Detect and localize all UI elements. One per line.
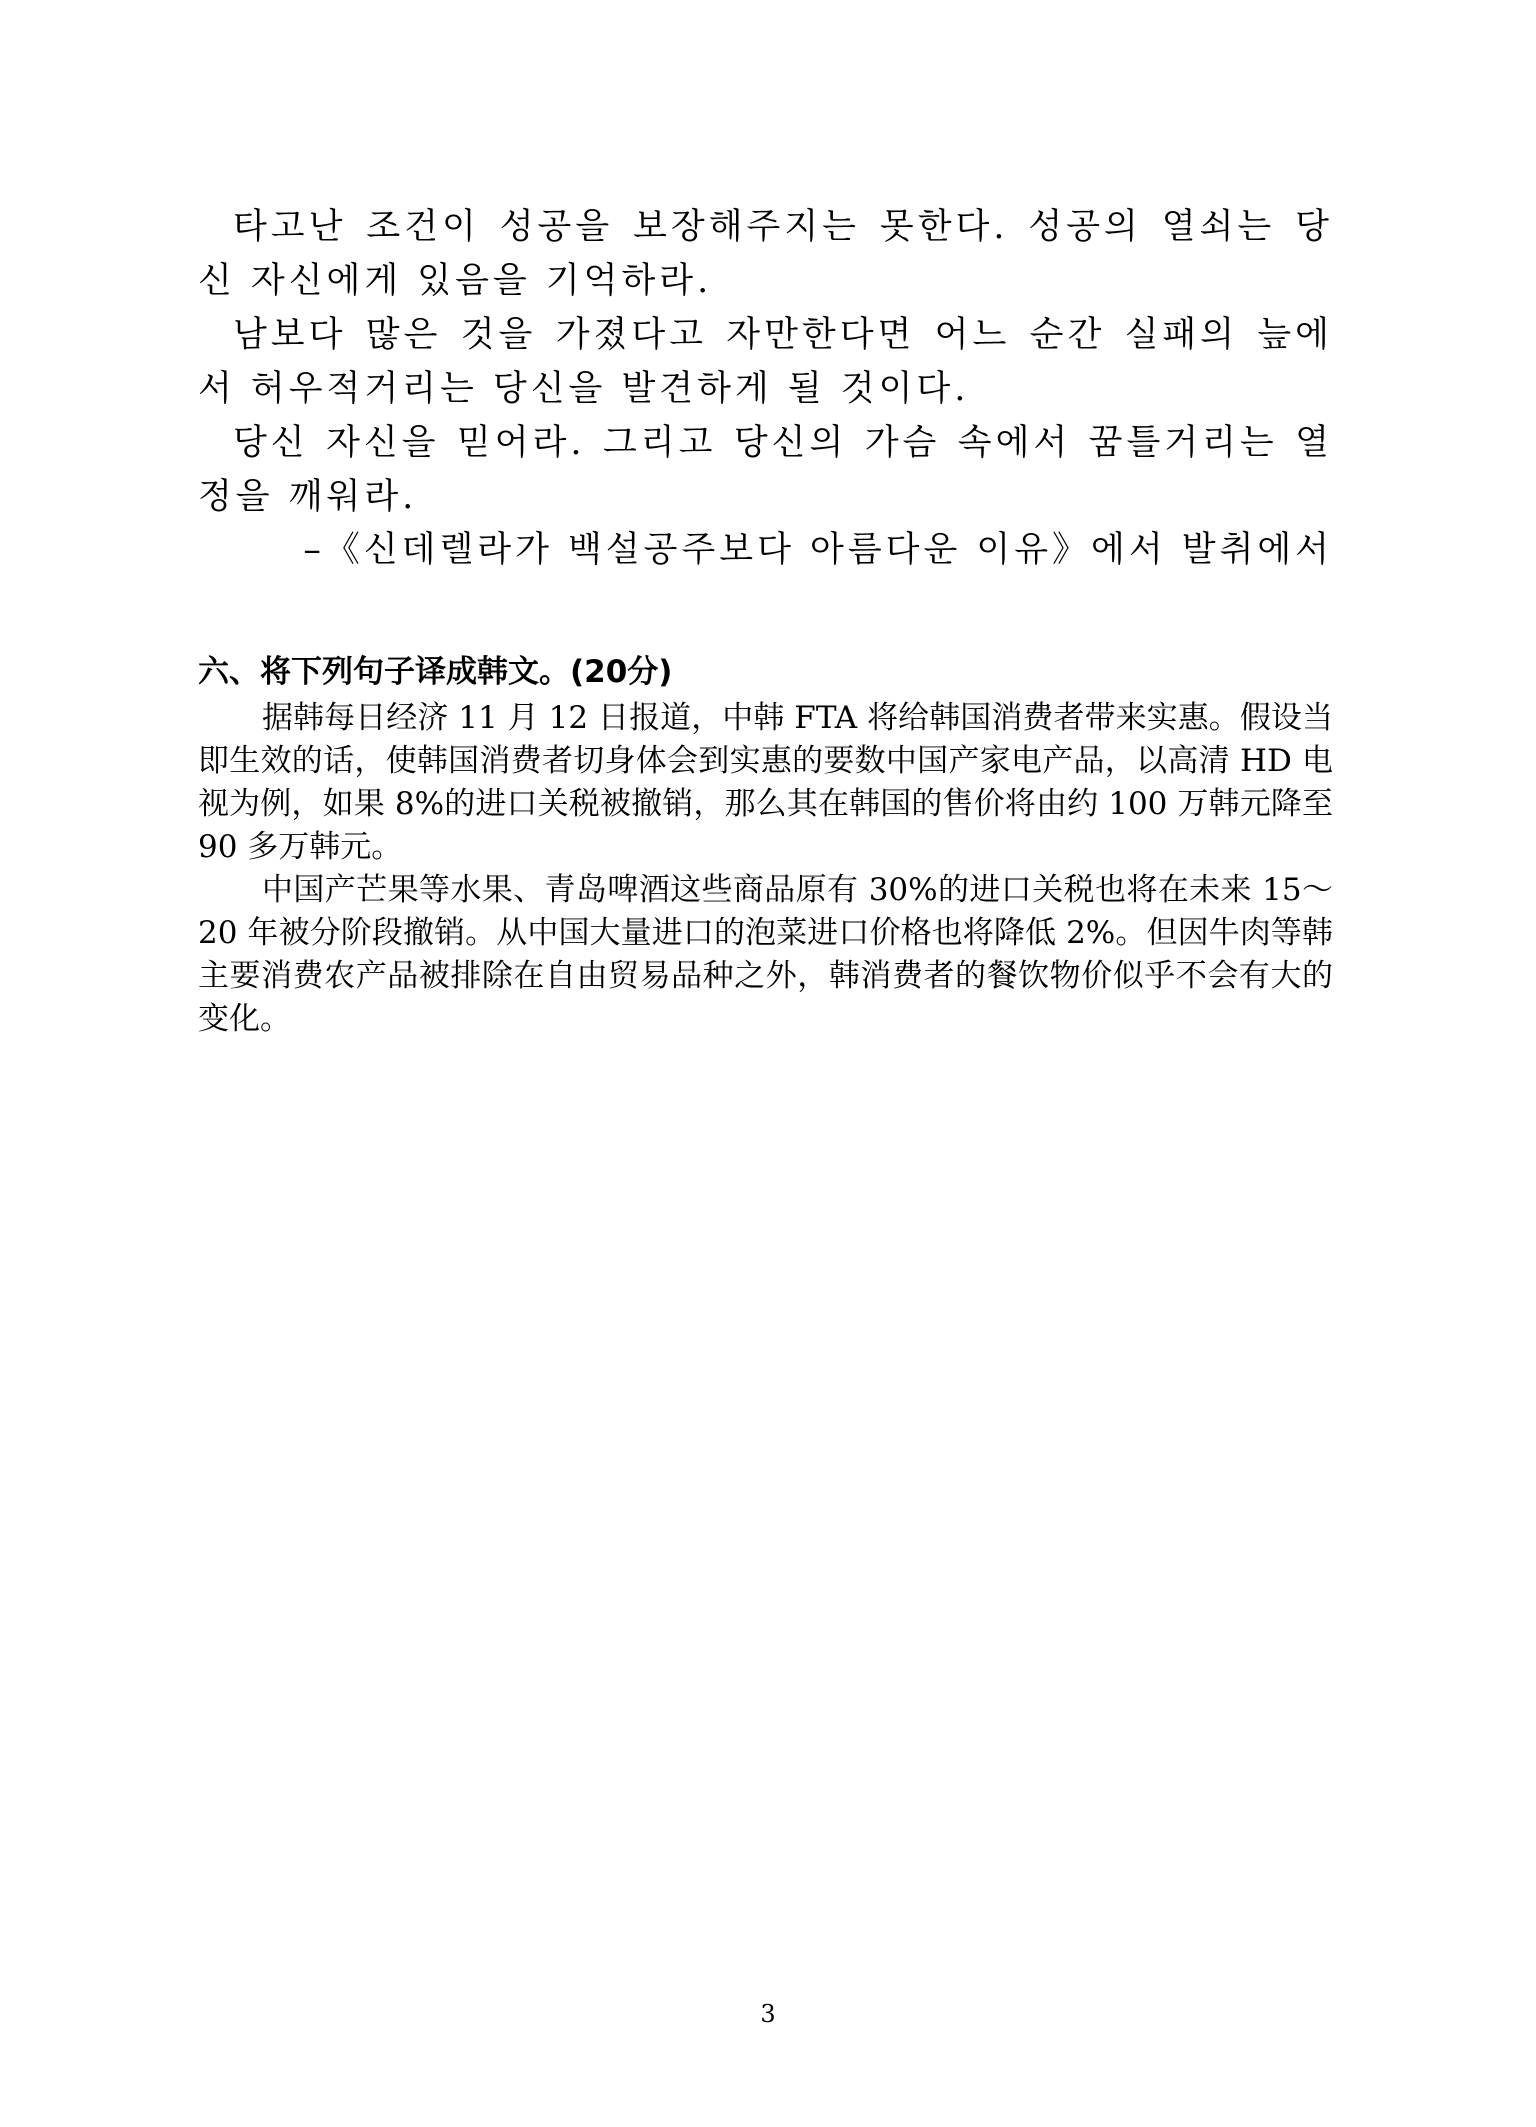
passage-attribution: –《신데렐라가 백설공주보다 아름다운 이유》에서 발취에서 — [303, 530, 1333, 570]
korean-paragraph: 타고난 조건이 성공을 보장해주지는 못한다. 성공의 열쇠는 당신 자신에게 있음을 기억하라. — [198, 207, 1333, 301]
translation-paragraph: 中国产芒果等水果、青岛啤酒这些商品原有 30%的进口关税也将在未来 15～20 年被分阶段撤销。从中国大量进口的泡菜进口价格也将降低 2%。但因牛肉等韩主要消费农产品被排除在自由贸易品种之外，韩消费者的餐饮物价似乎不会有大的变化。 — [198, 872, 1333, 1037]
page-number: 3 — [760, 2000, 776, 2028]
korean-passage — [198, 200, 1333, 524]
korean-paragraph: 당신 자신을 믿어라. 그리고 당신의 가슴 속에서 꿈틀거리는 열정을 깨워라. — [198, 423, 1333, 517]
translation-passage — [198, 697, 1333, 1041]
korean-paragraph: 남보다 많은 것을 가졌다고 자만한다면 어느 순간 실패의 늪에서 허우적거리는 당신을 발견하게 될 것이다. — [198, 315, 1333, 409]
section-heading: 六、将下列句子译成韩文。(20分) — [198, 654, 673, 690]
translation-paragraph: 据韩每日经济 11 月 12 日报道，中韩 FTA 将给韩国消费者带来实惠。假设当即生效的话，使韩国消费者切身体会到实惠的要数中国产家电产品，以高清 HD 电视为例，如果 8%的进口关税被撤销，那么其在韩国的售价将由约 100 万韩元降至 90 多万韩元。 — [198, 700, 1333, 865]
